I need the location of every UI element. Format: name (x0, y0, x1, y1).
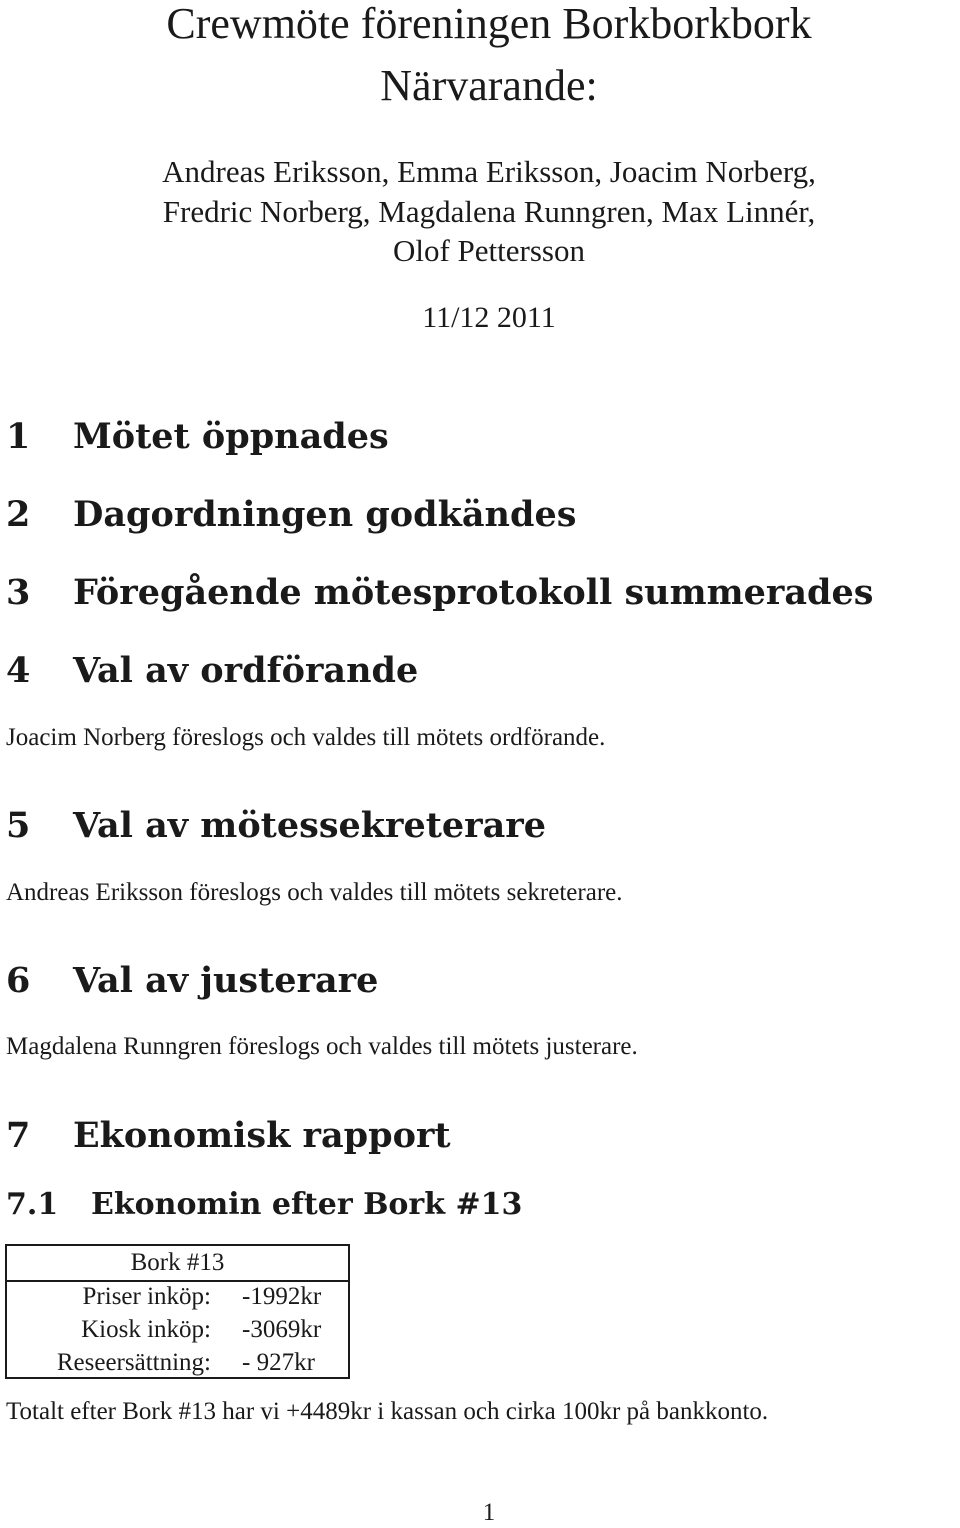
section-title: Föregående mötesprotokoll summerades (73, 572, 874, 613)
table-row (7, 1346, 348, 1380)
attendees-line-1: Andreas Eriksson, Emma Eriksson, Joacim Norberg, (162, 154, 816, 189)
summary-text: Totalt efter Bork #13 har vi +4489kr i kassan och cirka 100kr på bankkonto. (6, 1398, 769, 1425)
section-heading-1 (6, 415, 389, 459)
section-number: 5 (6, 805, 31, 846)
section-title: Val av ordförande (73, 650, 419, 691)
section-heading-7 (6, 1114, 451, 1158)
section-title: Dagordningen godkändes (73, 494, 577, 535)
row-value: - 927kr (242, 1349, 315, 1376)
section-heading-5 (6, 804, 546, 848)
section-number: 1 (6, 416, 31, 457)
finance-table (5, 1244, 350, 1379)
section-heading-2 (6, 493, 576, 537)
section-6-body: Magdalena Runngren föreslogs och valdes till mötets justerare. (6, 1033, 638, 1060)
section-number: 4 (6, 650, 31, 691)
row-label: Kiosk inköp: (81, 1316, 211, 1343)
section-5-body: Andreas Eriksson föreslogs och valdes till mötets sekreterare. (6, 879, 623, 906)
section-title: Ekonomisk rapport (73, 1115, 451, 1156)
subsection-number: 7.1 (6, 1187, 59, 1222)
row-label: Priser inköp: (82, 1283, 211, 1310)
subsection-title: Ekonomin efter Bork #13 (91, 1187, 523, 1222)
subsection-heading-7-1 (6, 1186, 522, 1224)
section-number: 7 (6, 1115, 31, 1156)
section-title: Val av mötessekreterare (73, 805, 547, 846)
section-4-body: Joacim Norberg föreslogs och valdes till mötets ordförande. (6, 724, 606, 751)
document-title: Crewmöte föreningen Borkborkbork (166, 0, 812, 48)
row-label: Reseersättning: (56, 1349, 211, 1376)
section-number: 6 (6, 960, 31, 1001)
finance-table-title: Bork #13 (7, 1246, 348, 1282)
section-heading-4 (6, 649, 418, 693)
row-value: -3069kr (242, 1316, 322, 1343)
attendees-line-2: Fredric Norberg, Magdalena Runngren, Max Linnér, (162, 194, 816, 229)
row-value: -1992kr (242, 1283, 322, 1310)
attendees-line-3: Olof Pettersson (392, 233, 585, 268)
meeting-date: 11/12 2011 (422, 301, 556, 334)
section-title: Val av justerare (73, 960, 379, 1001)
attendees-heading: Närvarande: (380, 61, 598, 110)
section-number: 2 (6, 494, 31, 535)
section-heading-6 (6, 959, 378, 1003)
section-heading-3 (6, 571, 874, 615)
section-number: 3 (6, 572, 31, 613)
table-row (7, 1280, 348, 1314)
page-number: 1 (482, 1499, 496, 1526)
table-row (7, 1313, 348, 1347)
section-title: Mötet öppnades (73, 416, 389, 457)
